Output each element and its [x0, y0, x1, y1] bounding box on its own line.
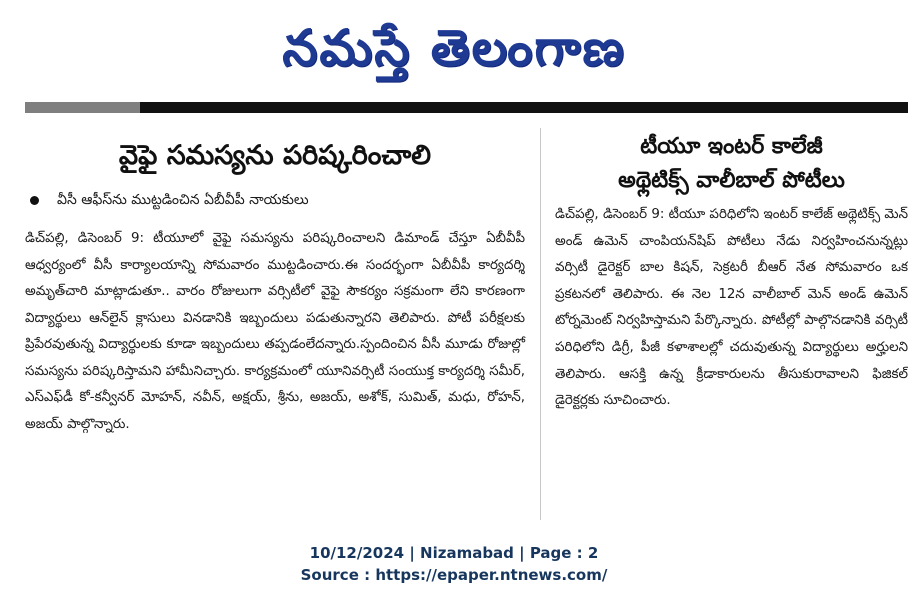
left-article-subheadline — [25, 188, 525, 212]
right-article-headline-line1: టీయూ ఇంటర్ కాలేజీ — [640, 134, 823, 159]
header-rule-accent — [25, 102, 140, 113]
left-article-headline: వైఫై సమస్యను పరిష్కరించాలి — [118, 140, 432, 171]
column-divider — [540, 128, 541, 520]
right-article — [555, 130, 908, 415]
left-article-body: డిచ్‌పల్లి, డిసెంబర్ 9: టీయూలో వైఫై సమస్యను పరిష్కరించాలని డిమాండ్ చేస్తూ ఏబీవీపీ ఆధ్వర్యంలో వీసీ కార్యాలయాన్ని సోమవారం ముట్టడించారు.ఈ సందర్భంగా ఏబీవీపీ కార్యదర్శి అమృత్‌చారి మాట్లాడుతూ.. వారం రోజులుగా వర్సిటీలో వైఫై సౌకర్యం సక్రమంగా లేని కారణంగా విద్యార్థులు ఆన్‌లైన్ క్లాసులు వినడానికి ఇబ్బందులు పడుతున్నారని తెలిపారు. పోటీ పరీక్షలకు ప్రిపేరవుతున్న విద్యార్థులకు కూడా ఇబ్బందులు తప్పడంలేదన్నారు.స్పందించిన వీసీ మూడు రోజుల్లో సమస్యను పరిష్కరిస్తామని హామీనిచ్చారు. కార్యక్రమంలో యూనివర్సిటీ సంయుక్త కార్యదర్శి సమీర్, ఎస్‌ఎఫ్‌డీ కో-కన్వీనర్ మోహన్, నవీన్, అక్షయ్, శ్రీను, అజయ్, అశోక్, సుమిత్, మధు, రోహన్, అజయ్ పాల్గొన్నారు. — [25, 231, 525, 432]
left-article-subheadline-text: వీసీ ఆఫీస్‌ను ముట్టడించిన ఏబీవీపీ నాయకులు — [57, 192, 309, 208]
header-rule — [25, 102, 908, 113]
footer-source: Source : https://epaper.ntnews.com/ — [300, 566, 608, 584]
bullet-icon — [30, 196, 39, 205]
right-article-body: డిచ్‌పల్లి, డిసెంబర్ 9: టీయూ పరిధిలోని ఇంటర్ కాలేజ్ అథ్లెటిక్స్ మెన్ అండ్ ఉమెన్ చాంపియన్‌షిప్ పోటీలు నేడు నిర్వహించనున్నట్లు వర్సిటీ డైరెక్టర్ బాల కిషన్, సెక్రటరీ బీఆర్ నేత సోమవారం ఒక ప్రకటనలో తెలిపారు. ఈ నెల 12న వాలీబాల్ మెన్ అండ్ ఉమెన్ టోర్నమెంట్ నిర్వహిస్తామని పేర్కొన్నారు. పోటీల్లో పాల్గొనడానికి వర్సిటీ పరిధిలోని డిగ్రీ, పీజీ కళాశాలల్లో చదువుతున్న విద్యార్థులు అర్హులని తెలిపారు. ఆసక్తి ఉన్న క్రీడాకారులను తీసుకురావాలని ఫిజికల్ డైరెక్టర్లకు సూచించారు. — [555, 207, 908, 409]
masthead-logo: నమస్తే తెలంగాణ — [282, 19, 626, 77]
footer-date-edition: 10/12/2024 | Nizamabad | Page : 2 — [309, 544, 599, 562]
right-article-headline-line2: అథ్లెటిక్స్ వాలీబాల్ పోటీలు — [618, 168, 845, 193]
left-article — [25, 130, 525, 438]
